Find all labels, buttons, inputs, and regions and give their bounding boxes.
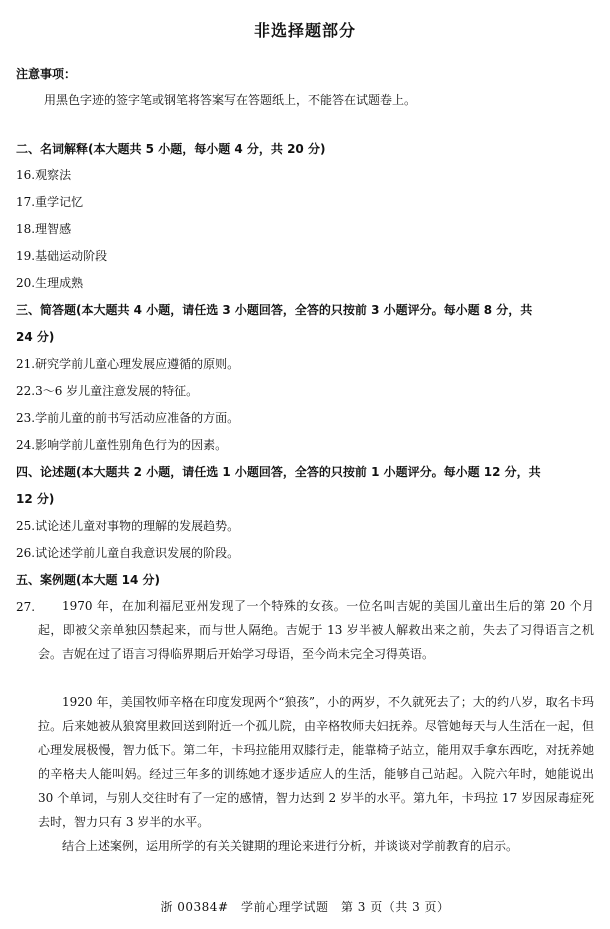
section4-heading-cont: 12 分) — [16, 492, 55, 506]
question-24: 24.影响学前儿童性别角色行为的因素。 — [16, 438, 228, 452]
page-title: 非选择题部分 — [253, 21, 356, 40]
question-20: 20.生理成熟 — [16, 276, 84, 290]
section5-heading: 五、案例题(本大题 14 分) — [16, 573, 161, 587]
notice-text: 用黑色字迹的签字笔或钢笔将答案写在答题纸上，不能答在试题卷上。 — [44, 93, 417, 107]
question-26: 26.试论述学前儿童自我意识发展的阶段。 — [16, 546, 240, 560]
question-25: 25.试论述儿童对事物的理解的发展趋势。 — [16, 519, 240, 533]
case-question: 结合上述案例，运用所学的有关关键期的理论来进行分析，并谈谈对学前教育的启示。 — [62, 839, 519, 853]
case-paragraph-1: 1970 年，在加利福尼亚州发现了一个特殊的女孩。一位名叫吉妮的美国儿童出生后的第 20 个月起，即被父亲单独囚禁起来，而与世人隔绝。吉妮于 13 岁半被人解救出来之前，失去了习得语言之机会。吉妮在过了语言习得临界期后开始学习母语，至今尚未完全习得英语。 — [38, 599, 594, 661]
question-22: 22.3～6 岁儿童注意发展的特征。 — [16, 384, 199, 398]
page-footer: 浙 00384# 学前心理学试题 第 3 页（共 3 页） — [160, 900, 450, 914]
case-paragraph-2: 1920 年，美国牧师辛格在印度发现两个“狼孩”，小的两岁，不久就死去了；大的约八岁，取名卡玛拉。后来她被从狼窝里救回送到附近一个孤儿院，由辛格牧师夫妇抚养。尽管她每天与人生活在一起，但心理发展极慢，智力低下。第二年，卡玛拉能用双膝行走，能靠椅子站立，能用双手拿东西吃，对抚养她的辛格夫人能叫妈。经过三年多的训练她才逐步适应人的生活，能够自己站起。入院六年时，她能说出 30 个单词，与别人交往时有了一定的感情，智力达到 2 岁半的水平。第九年，卡玛拉 17 岁因尿毒症死去时，智力只有 3 岁半的水平。 — [38, 695, 594, 829]
question-19: 19.基础运动阶段 — [16, 249, 108, 263]
section3-heading: 三、简答题(本大题共 4 小题，请任选 3 小题回答，全答的只按前 3 小题评分。每小题 8 分，共 — [16, 303, 533, 317]
section3-heading-cont: 24 分) — [16, 330, 55, 344]
question-17: 17.重学记忆 — [16, 195, 84, 209]
question-27-number: 27. — [16, 600, 36, 614]
question-16: 16.观察法 — [16, 168, 72, 182]
question-18: 18.理智感 — [16, 222, 72, 236]
section2-heading: 二、名词解释(本大题共 5 小题，每小题 4 分，共 20 分) — [16, 142, 326, 156]
notice-heading: 注意事项： — [16, 67, 77, 81]
section4-heading: 四、论述题(本大题共 2 小题，请任选 1 小题回答，全答的只按前 1 小题评分。每小题 12 分，共 — [16, 465, 541, 479]
question-21: 21.研究学前儿童心理发展应遵循的原则。 — [16, 357, 240, 371]
question-23: 23.学前儿童的前书写活动应准备的方面。 — [16, 411, 240, 425]
